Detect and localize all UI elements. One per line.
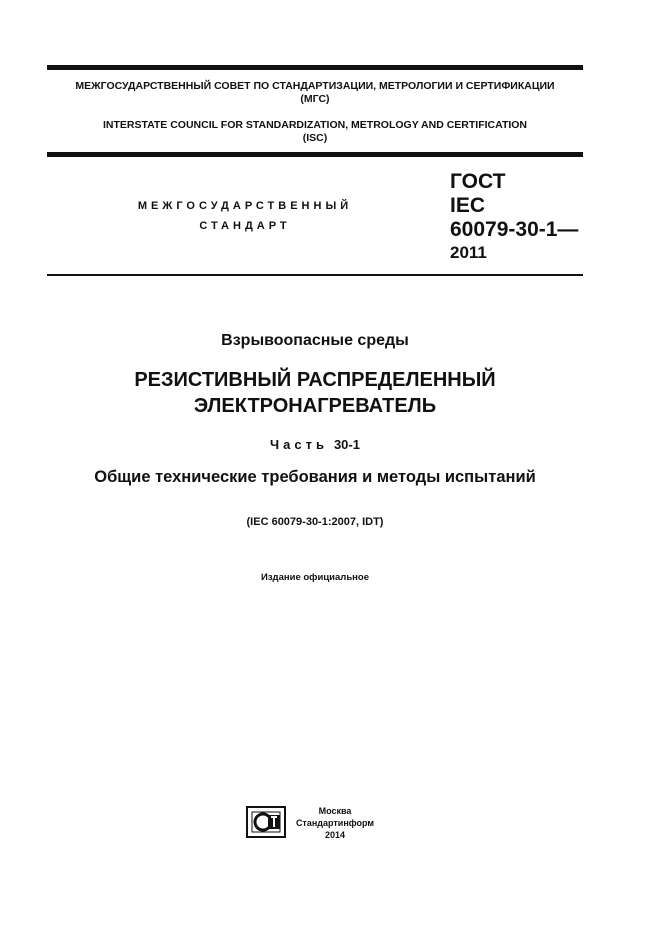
gost-code	[450, 170, 578, 242]
publisher-city: Москва	[318, 806, 352, 816]
council-name-en	[47, 119, 583, 145]
council-ru-line1: МЕЖГОСУДАРСТВЕННЫЙ СОВЕТ ПО СТАНДАРТИЗАЦИИ, МЕТРОЛОГИИ И СЕРТИФИКАЦИИ	[75, 80, 555, 92]
standard-label-line1: МЕЖГОСУДАРСТВЕННЫЙ	[137, 200, 353, 212]
publisher-name: Стандартинформ	[295, 818, 375, 828]
part-heading	[40, 437, 590, 452]
council-ru-line2: (МГС)	[300, 93, 330, 105]
publisher-year: 2014	[324, 830, 346, 840]
part-number: 30-1	[333, 437, 360, 452]
thin-rule	[47, 274, 583, 276]
standartinform-logo-icon	[246, 806, 286, 838]
edition-note: Издание официальное	[261, 572, 369, 583]
council-en-line1: INTERSTATE COUNCIL FOR STANDARDIZATION, METROLOGY AND CERTIFICATION	[102, 119, 528, 131]
document-subject: Взрывоопасные среды	[221, 332, 409, 349]
document-title	[40, 367, 590, 419]
council-name-ru	[47, 80, 583, 106]
part-label: Часть	[270, 437, 328, 452]
title-line2: ЭЛЕКТРОНАГРЕВАТЕЛЬ	[193, 395, 437, 417]
document-subtitle: Общие технические требования и методы испытаний	[94, 468, 536, 486]
middle-rule	[47, 152, 583, 157]
standard-type-label	[100, 196, 390, 236]
top-rule	[47, 65, 583, 70]
standard-label-line2: СТАНДАРТ	[199, 220, 291, 232]
gost-code-line1: ГОСТ	[450, 170, 506, 193]
title-line1: РЕЗИСТИВНЫЙ РАСПРЕДЕЛЕННЫЙ	[134, 369, 496, 391]
council-en-line2: (ISC)	[302, 132, 328, 144]
gost-code-line2: IEC	[450, 194, 486, 217]
gost-year: 2011	[450, 243, 487, 262]
gost-code-line3: 60079-30-1—	[450, 218, 579, 241]
publisher-block	[290, 805, 380, 841]
iec-reference: (IEC 60079-30-1:2007, IDT)	[246, 516, 384, 528]
